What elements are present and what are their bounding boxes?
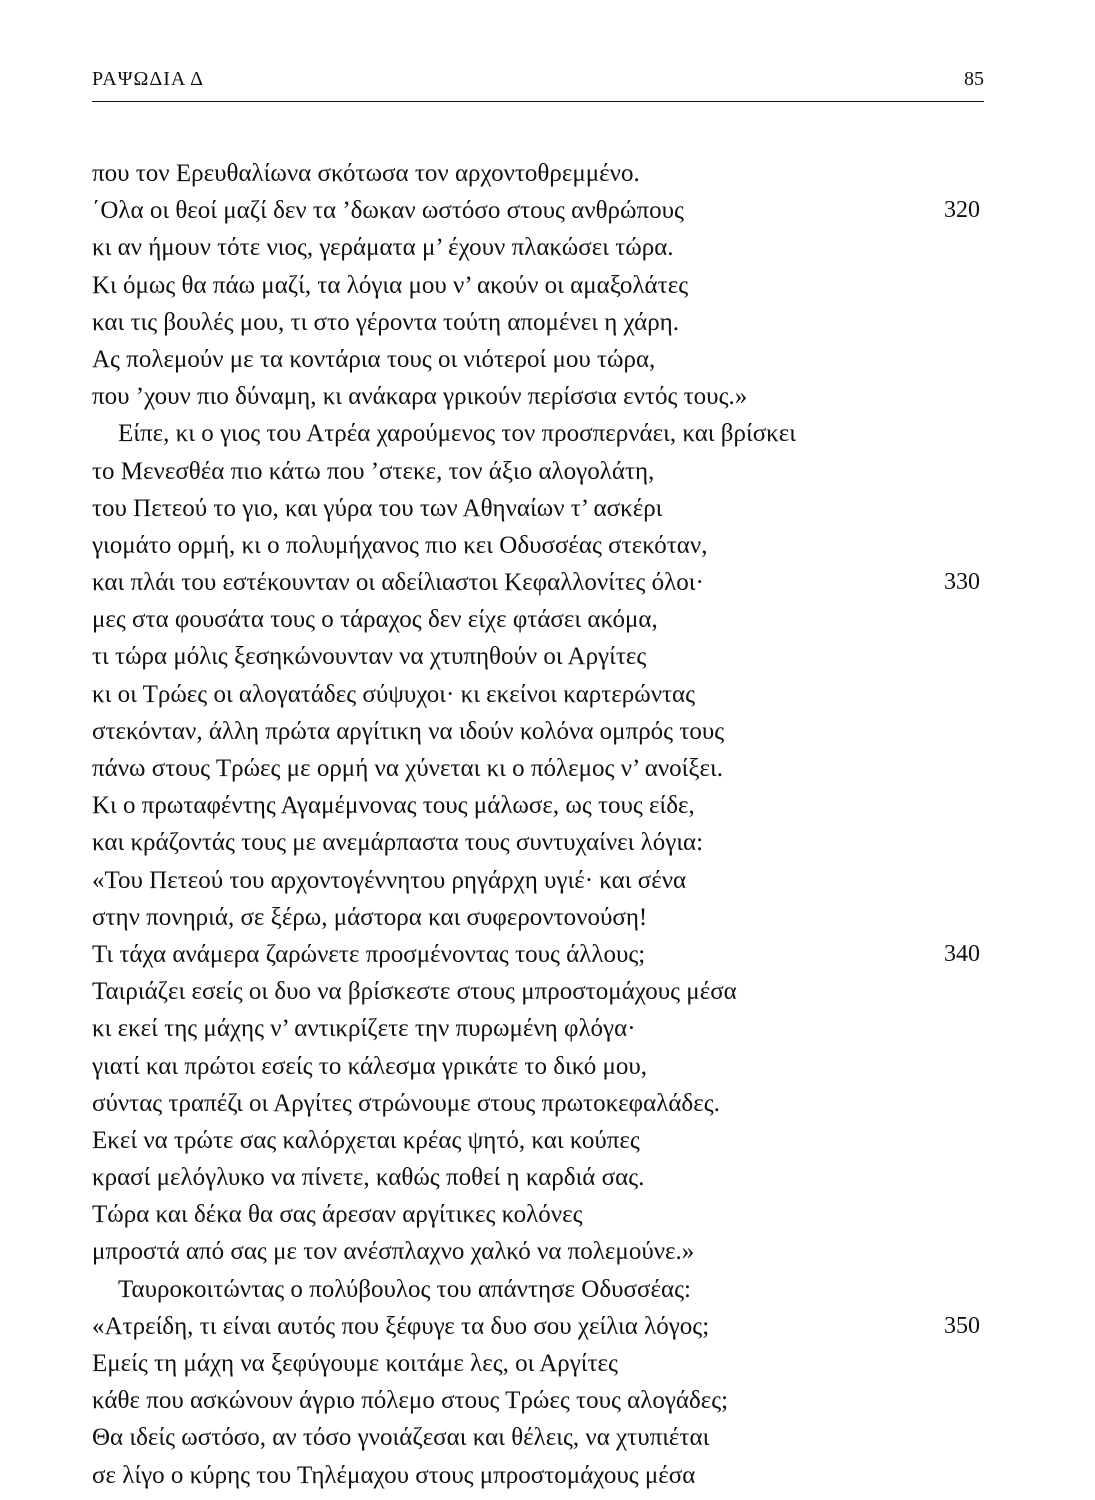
poem-body xyxy=(92,155,1002,1494)
verse-text: του Πετεού το γιο, και γύρα του των Αθηναίων τ’ ασκέρι xyxy=(92,494,663,522)
verse-line xyxy=(92,1010,1002,1047)
verse-text: σε λίγο ο κύρης του Τηλέμαχου στους μπροστομάχους μέσα xyxy=(92,1461,696,1489)
header-rule xyxy=(92,101,984,102)
verse-text: ΄Ολα οι θεοί μαζί δεν τα ’δωκαν ωστόσο στους ανθρώπους xyxy=(92,197,684,225)
verse-line xyxy=(92,936,1002,973)
verse-text: γιατί και πρώτοι εσείς το κάλεσμα γρικάτε το δικό μου, xyxy=(92,1052,648,1080)
verse-line xyxy=(92,490,1002,527)
verse-line xyxy=(92,1308,1002,1345)
verse-text: το Μενεσθέα πιο κάτω που ’στεκε, τον άξιο αλογολάτη, xyxy=(92,457,655,485)
verse-text: «Του Πετεού του αρχοντογέννητου ρηγάρχη υγιέ· και σένα xyxy=(92,866,687,894)
verse-line xyxy=(92,453,1002,490)
line-number: 340 xyxy=(944,940,980,967)
verse-text: Κι όμως θα πάω μαζί, τα λόγια μου ν’ ακούν οι αμαξολάτες xyxy=(92,271,689,299)
verse-line xyxy=(92,155,1002,192)
verse-line xyxy=(92,1122,1002,1159)
verse-text: και κράζοντάς τους με ανεμάρπαστα τους συντυχαίνει λόγια: xyxy=(92,829,704,857)
verse-text: και πλάι του εστέκουνταν οι αδείλιαστοι Κεφαλλονίτες όλοι· xyxy=(92,569,704,597)
verse-line xyxy=(92,1048,1002,1085)
verse-text: Ας πολεμούν με τα κοντάρια τους οι νιότεροί μου τώρα, xyxy=(92,345,656,373)
verse-text: «Ατρείδη, τι είναι αυτός που ξέφυγε τα δυο σου χείλια λόγος; xyxy=(92,1312,710,1340)
page-number: 85 xyxy=(964,68,984,90)
verse-line xyxy=(92,229,1002,266)
verse-text: στεκόνταν, άλλη πρώτα αργίτικη να ιδούν κολόνα ομπρός τους xyxy=(92,717,725,745)
verse-line xyxy=(92,862,1002,899)
verse-text: Τώρα και δέκα θα σας άρεσαν αργίτικες κολόνες xyxy=(92,1201,583,1229)
line-number: 350 xyxy=(944,1312,980,1339)
verse-text: Εμείς τη μάχη να ξεφύγουμε κοιτάμε λες, οι Αργίτες xyxy=(92,1350,618,1377)
verse-text: Κι ο πρωταφέντης Αγαμέμνονας τους μάλωσε, ως τους είδε, xyxy=(92,792,695,820)
verse-text: Είπε, κι ο γιος του Ατρέα χαρούμενος τον προσπερνάει, και βρίσκει xyxy=(118,420,797,448)
verse-line xyxy=(92,1233,1002,1270)
line-number: 320 xyxy=(944,197,980,224)
verse-text: κρασί μελόγλυκο να πίνετε, καθώς ποθεί η καρδιά σας. xyxy=(92,1164,645,1192)
verse-text: που ’χουν πιο δύναμη, κι ανάκαρα γρικούν περίσσια εντός τους.» xyxy=(92,383,748,411)
verse-line xyxy=(92,1271,1002,1308)
verse-line xyxy=(92,750,1002,787)
verse-line xyxy=(92,601,1002,638)
verse-text: Θα ιδείς ωστόσο, αν τόσο γνοιάζεσαι και θέλεις, να χτυπιέται xyxy=(92,1424,710,1452)
verse-line xyxy=(92,341,1002,378)
verse-text: κι αν ήμουν τότε νιος, γεράματα μ’ έχουν πλακώσει τώρα. xyxy=(92,234,674,262)
verse-line xyxy=(92,787,1002,824)
verse-text: Ταιριάζει εσείς οι δυο να βρίσκεστε στους μπροστομάχους μέσα xyxy=(92,978,737,1006)
verse-text: μπροστά από σας με τον ανέσπλαχνο χαλκό να πολεμούνε.» xyxy=(92,1238,695,1266)
verse-text: μες στα φουσάτα τους ο τάραχος δεν είχε φτάσει ακόμα, xyxy=(92,606,658,634)
line-number: 330 xyxy=(944,569,980,596)
verse-text: γιομάτο ορμή, κι ο πολυμήχανος πιο κει Οδυσσέας στεκόταν, xyxy=(92,531,708,559)
verse-line xyxy=(92,1419,1002,1456)
verse-text: τι τώρα μόλις ξεσηκώνουνταν να χτυπηθούν οι Αργίτες xyxy=(92,643,647,671)
verse-line xyxy=(92,304,1002,341)
running-title: ΡΑΨΩΔΙΑ Δ xyxy=(92,68,204,90)
verse-line xyxy=(92,676,1002,713)
verse-line xyxy=(92,713,1002,750)
verse-line xyxy=(92,564,1002,601)
verse-line xyxy=(92,415,1002,452)
verse-line xyxy=(92,1345,1002,1382)
verse-text: που τον Ερευθαλίωνα σκότωσα τον αρχοντοθρεμμένο. xyxy=(92,160,640,187)
verse-text: και τις βουλές μου, τι στο γέροντα τούτη απομένει η χάρη. xyxy=(92,308,679,336)
page-header xyxy=(92,68,984,98)
verse-line xyxy=(92,1085,1002,1122)
verse-text: σύντας τραπέζι οι Αργίτες στρώνουμε στους πρωτοκεφαλάδες. xyxy=(92,1089,720,1117)
verse-text: Ταυροκοιτώντας ο πολύβουλος του απάντησε Οδυσσέας: xyxy=(118,1275,691,1303)
verse-line xyxy=(92,973,1002,1010)
verse-line xyxy=(92,1159,1002,1196)
verse-line xyxy=(92,1196,1002,1233)
verse-line xyxy=(92,378,1002,415)
verse-text: πάνω στους Τρώες με ορμή να χύνεται κι ο πόλεμος ν’ ανοίξει. xyxy=(92,755,723,782)
verse-line xyxy=(92,824,1002,861)
verse-text: κάθε που ασκώνουν άγριο πόλεμο στους Τρώες τους αλογάδες; xyxy=(92,1387,729,1415)
verse-line xyxy=(92,1457,1002,1494)
verse-text: κι οι Τρώες οι αλογατάδες σύψυχοι· κι εκείνοι καρτερώντας xyxy=(92,680,696,708)
verse-line xyxy=(92,267,1002,304)
verse-line xyxy=(92,899,1002,936)
verse-text: στην πονηριά, σε ξέρω, μάστορα και συφεροντονούση! xyxy=(92,903,648,931)
verse-text: Τι τάχα ανάμερα ζαρώνετε προσμένοντας τους άλλους; xyxy=(92,940,646,968)
verse-text: Εκεί να τρώτε σας καλόρχεται κρέας ψητό, και κούπες xyxy=(92,1126,640,1154)
verse-line xyxy=(92,192,1002,229)
verse-line xyxy=(92,1382,1002,1419)
verse-line xyxy=(92,638,1002,675)
verse-text: κι εκεί της μάχης ν’ αντικρίζετε την πυρωμένη φλόγα· xyxy=(92,1015,636,1043)
verse-line xyxy=(92,527,1002,564)
